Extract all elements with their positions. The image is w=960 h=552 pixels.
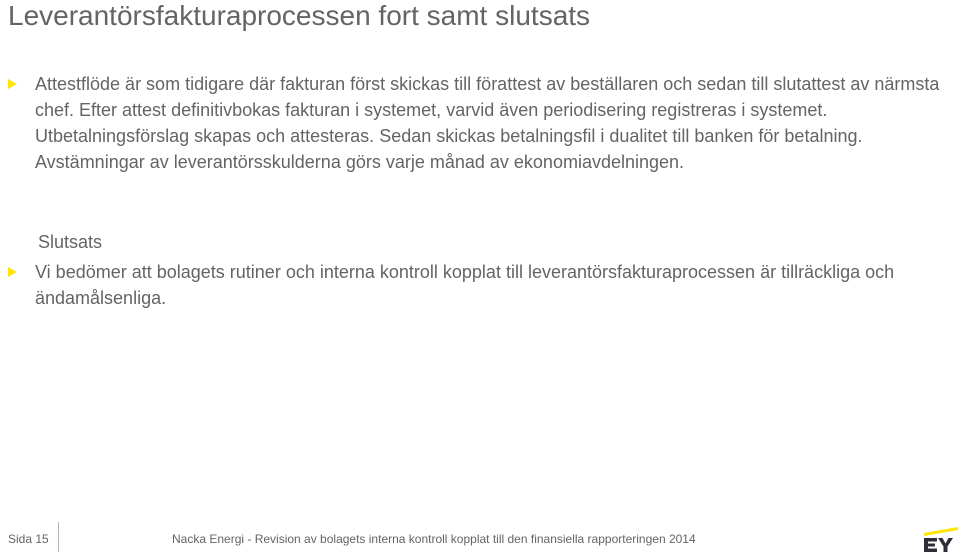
footer-divider [58, 522, 59, 552]
page-title: Leverantörsfakturaprocessen fort samt slutsats [8, 0, 591, 31]
bullet-item-process [8, 71, 948, 175]
bullet-item-conclusion [8, 259, 948, 311]
conclusion-heading: Slutsats [38, 232, 103, 252]
bullet-arrow-icon [8, 267, 17, 277]
footer-document-title: Nacka Energi - Revision av bolagets interna kontroll kopplat till den finansiella rapporteringen 2014 [172, 532, 696, 546]
page-number: Sida 15 [8, 532, 49, 546]
bullet-text-conclusion: Vi bedömer att bolagets rutiner och interna kontroll kopplat till leverantörsfakturaprocessen är tillräckliga och ändamålsenliga. [35, 262, 895, 308]
ey-logo-letters [924, 538, 953, 552]
bullet-arrow-icon [8, 79, 17, 89]
ey-logo-beam [924, 527, 958, 536]
ey-logo [920, 527, 958, 552]
bullet-text-process: Attestflöde är som tidigare där fakturan först skickas till förattest av beställaren och sedan till slutattest av närmsta chef. Efter attest definitivbokas fakturan i systemet, varvid även periodisering registreras i systemet. Utbetalningsförslag skapas och attesteras. Sedan skickas betalningsfil i dualitet till banken för betalning. Avstämningar av leverantörsskulderna görs varje månad av ekonomiavdelningen. [35, 74, 940, 172]
